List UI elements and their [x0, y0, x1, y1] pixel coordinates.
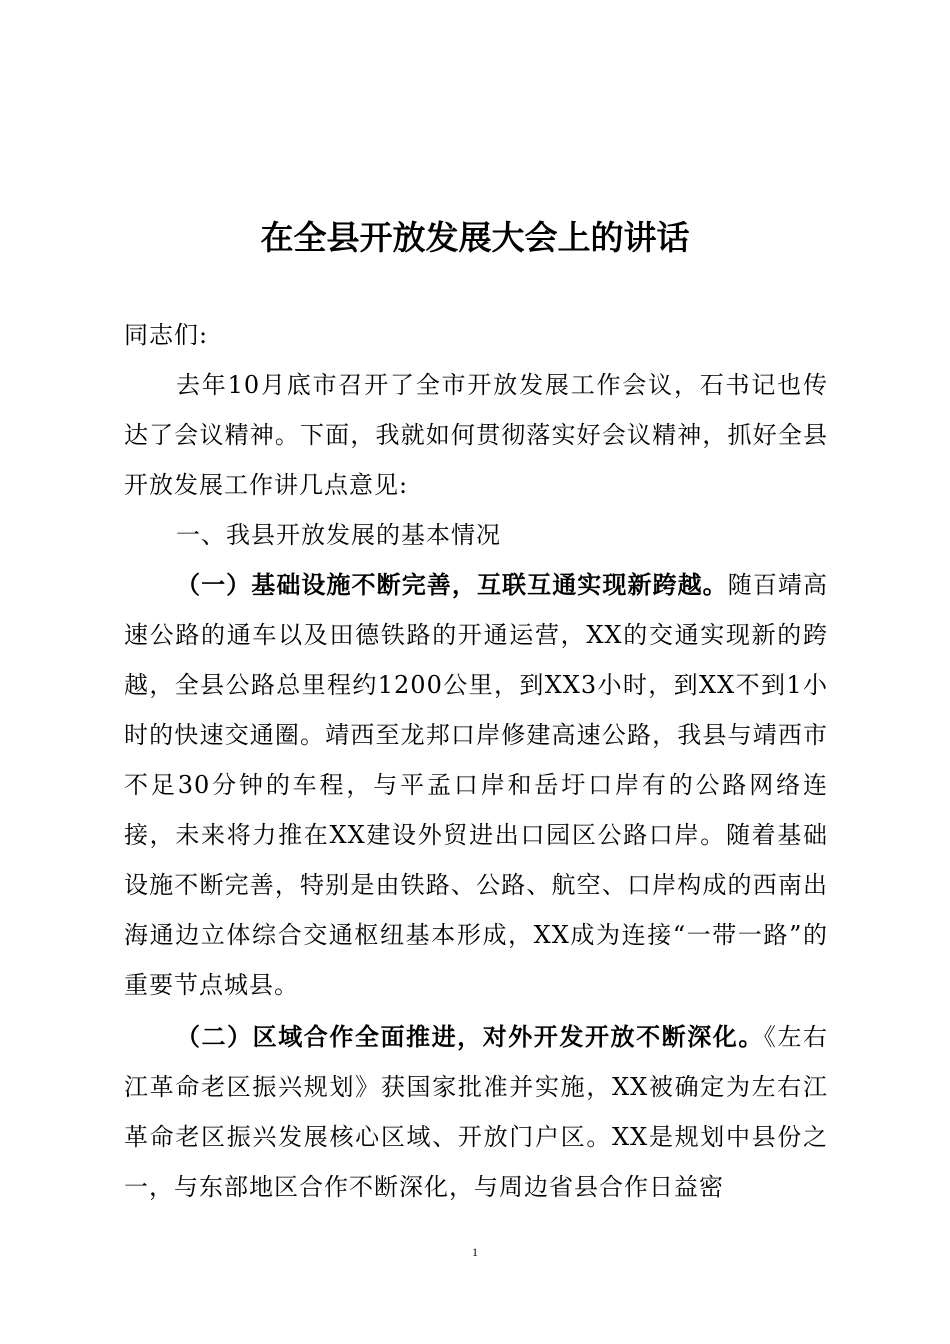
subsection-2-lead: （二）区域合作全面推进，对外开发开放不断深化。	[176, 1022, 764, 1051]
subsection-2-paragraph	[124, 1012, 828, 1212]
document-title: 在全县开放发展大会上的讲话	[260, 218, 690, 257]
salutation: 同志们:	[124, 321, 209, 349]
subsection-2-text: 《左右江革命老区振兴规划》获国家批准并实施，XX被确定为左右江革命老区振兴发展核心区域、开放门户区。XX是规划中县份之一，与东部地区合作不断深化，与周边省县合作日益密	[124, 1023, 829, 1201]
subsection-1-paragraph	[124, 560, 828, 1010]
subsection-1-text: 随百靖高速公路的通车以及田德铁路的开通运营，XX的交通实现新的跨越，全县公路总里程约1200公里，到XX3小时，到XX不到1小时的快速交通圈。靖西至龙邦口岸修建高速公路，我县与靖西市不足30分钟的车程，与平孟口岸和岳圩口岸有的公路网络连接，未来将力推在XX建设外贸进出口园区公路口岸。随着基础设施不断完善，特别是由铁路、公路、航空、口岸构成的西南出海通边立体综合交通枢纽基本形成，XX成为连接“一带一路”的重要节点城县。	[124, 571, 829, 999]
intro-paragraph: 去年10月底市召开了全市开放发展工作会议，石书记也传达了会议精神。下面，我就如何贯彻落实好会议精神，抓好全县开放发展工作讲几点意见:	[124, 371, 828, 499]
page-number: 1	[472, 1245, 478, 1259]
section-heading: 一、我县开放发展的基本情况	[176, 521, 501, 549]
document-body	[124, 310, 828, 1212]
subsection-1-lead: （一）基础设施不断完善，互联互通实现新跨越。	[176, 570, 728, 599]
